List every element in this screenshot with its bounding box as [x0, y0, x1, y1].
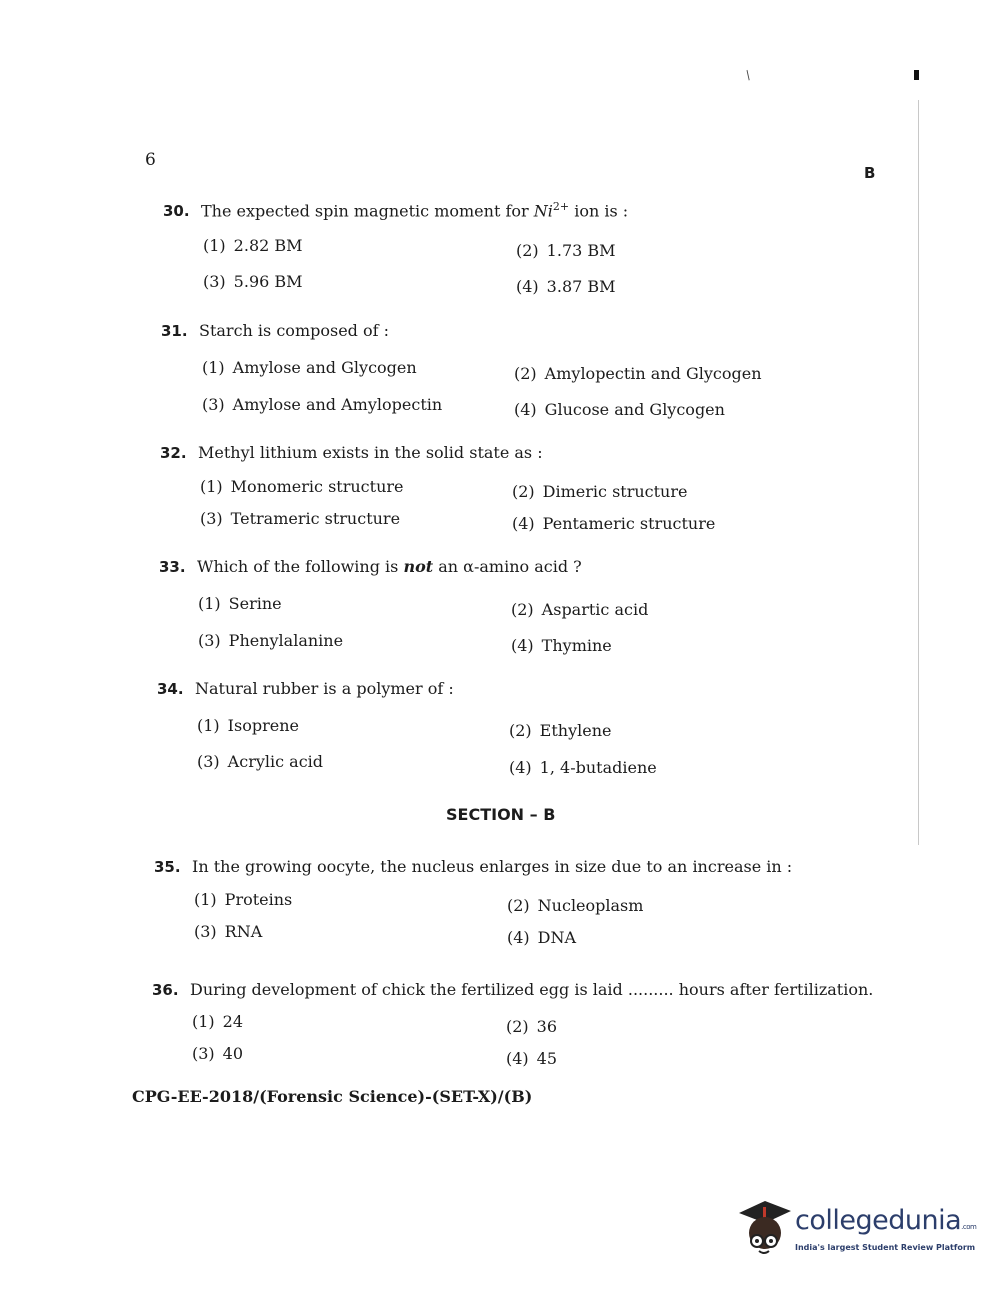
option: (4) Pentameric structure — [512, 514, 716, 533]
option: (4) 45 — [506, 1049, 558, 1068]
question-number: 31. — [161, 322, 188, 340]
option: (4) 3.87 BM — [516, 277, 616, 296]
option: (4) DNA — [507, 928, 577, 947]
option: (2) Aspartic acid — [511, 600, 649, 619]
question-number: 35. — [154, 858, 181, 876]
option: (2) 36 — [506, 1017, 558, 1036]
question-number: 32. — [160, 444, 187, 462]
option: (3) Amylose and Amylopectin — [202, 395, 443, 414]
question-number: 33. — [159, 558, 186, 576]
question-text: Starch is composed of : — [199, 321, 390, 340]
option: (1) 24 — [192, 1012, 244, 1031]
option: (2) Dimeric structure — [512, 482, 688, 501]
scan-artifact-tick: / — [742, 67, 754, 83]
option: (3) Tetrameric structure — [200, 509, 401, 528]
paper-code: CPG-EE-2018/(Forensic Science)-(SET-X)/(B) — [132, 1087, 533, 1106]
question-32 — [160, 443, 543, 462]
option: (3) Phenylalanine — [198, 631, 344, 650]
option: (1) Proteins — [194, 890, 293, 909]
set-letter: B — [864, 164, 876, 182]
option: (1) Serine — [198, 594, 282, 613]
collegedunia-logo — [735, 1195, 977, 1265]
question-number: 36. — [152, 981, 179, 999]
option: (2) 1.73 BM — [516, 241, 616, 260]
question-text: In the growing oocyte, the nucleus enlarges in size due to an increase in : — [192, 857, 793, 876]
question-number: 30. — [163, 202, 190, 221]
question-text: During development of chick the fertilized egg is laid ......... hours after fertilization. — [190, 980, 874, 999]
question-text: Methyl lithium exists in the solid state as : — [198, 443, 543, 462]
option: (4) 1, 4-butadiene — [509, 758, 657, 777]
option: (1) Isoprene — [197, 716, 299, 735]
question-36 — [152, 980, 873, 999]
option: (1) 2.82 BM — [203, 236, 303, 255]
option: (3) RNA — [194, 922, 263, 941]
scan-artifact-line — [918, 100, 919, 845]
question-35 — [154, 857, 792, 876]
logo-wordmark: collegedunia.com — [795, 1205, 977, 1236]
option: (3) 5.96 BM — [203, 272, 303, 291]
question-text: Which of the following is not an α-amino acid ? — [197, 557, 582, 576]
question-text: The expected spin magnetic moment for $Ni^{2+}$ ion is : — [201, 200, 629, 221]
option: (1) Monomeric structure — [200, 477, 404, 496]
logo-tagline: India's largest Student Review Platform — [795, 1243, 976, 1252]
option: (2) Ethylene — [509, 721, 612, 740]
option: (3) Acrylic acid — [197, 752, 324, 771]
page-number: 6 — [145, 150, 156, 170]
section-heading: SECTION – B — [446, 805, 556, 824]
question-34 — [157, 679, 454, 698]
option: (1) Amylose and Glycogen — [202, 358, 417, 377]
question-30 — [163, 200, 628, 220]
question-31 — [161, 321, 389, 340]
option: (3) 40 — [192, 1044, 244, 1063]
option: (2) Nucleoplasm — [507, 896, 644, 915]
question-33 — [159, 557, 582, 576]
scan-artifact-mark — [914, 70, 919, 80]
question-number: 34. — [157, 680, 184, 698]
option: (2) Amylopectin and Glycogen — [514, 364, 762, 383]
option: (4) Thymine — [511, 636, 612, 655]
question-text: Natural rubber is a polymer of : — [195, 679, 454, 698]
option: (4) Glucose and Glycogen — [514, 400, 725, 419]
student-mascot-icon — [735, 1195, 795, 1257]
